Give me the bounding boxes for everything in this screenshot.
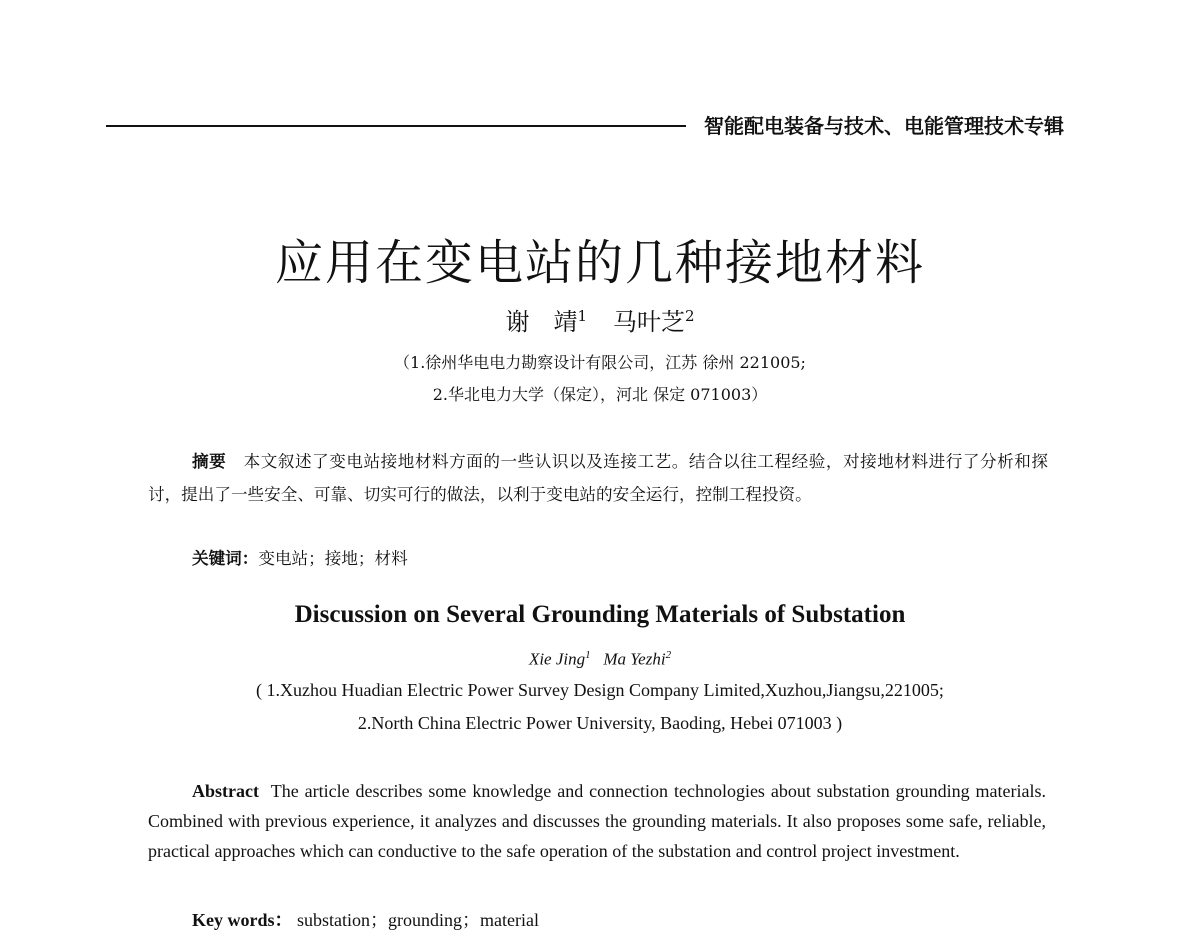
keywords-en-text: substation；grounding；material	[297, 910, 539, 930]
keywords-zh-label: 关键词：	[192, 548, 259, 568]
keywords-zh-text: 变电站；接地；材料	[258, 549, 408, 568]
abstract-zh	[148, 445, 1048, 511]
author-2-name: 马叶芝	[613, 308, 685, 336]
authors-zh	[0, 302, 1200, 337]
author-1-name: 谢 靖	[505, 308, 578, 336]
affiliation-en-1: ( 1.Xuzhou Huadian Electric Power Survey Design Company Limited,Xuzhou,Jiangsu,221005;	[256, 680, 944, 700]
abstract-zh-text: 本文叙述了变电站接地材料方面的一些认识以及连接工艺。结合以往工程经验，对接地材料进行了分析和探讨，提出了一些安全、可靠、切实可行的做法，以利于变电站的安全运行，控制工程投资。	[148, 452, 1048, 504]
journal-section-header: 智能配电装备与技术、电能管理技术专辑	[704, 114, 1064, 138]
affiliation-zh-1: （1.徐州华电电力勘察设计有限公司，江苏 徐州 221005;	[394, 353, 806, 372]
abstract-zh-label: 摘要	[192, 451, 227, 471]
author-1-affil-mark: 1	[577, 307, 587, 325]
author-1-name-en: Xie Jing	[528, 649, 586, 669]
keywords-zh	[192, 545, 408, 569]
affiliation-zh-2: 2.华北电力大学（保定），河北 保定 071003）	[432, 385, 768, 404]
author-2-name-en: Ma Yezhi	[603, 649, 666, 669]
author-2-affil-mark-en: 2	[665, 649, 672, 661]
keywords-en	[192, 906, 539, 932]
keywords-en-label: Key words：	[192, 910, 293, 930]
abstract-en	[148, 776, 1046, 866]
author-2-affil-mark: 2	[685, 307, 695, 325]
page-title: 应用在变电站的几种接地材料	[274, 235, 925, 291]
abstract-en-text: The article describes some knowledge and connection technologies about substation grounding materials. Combined with previous experience, it analyzes and discusses the grounding materials. It also proposes some safe, reliable, practical approaches which can conductive to the safe operation of the substation and control project investment.	[148, 781, 1047, 861]
abstract-en-label: Abstract	[192, 781, 259, 801]
header-rule	[106, 125, 686, 127]
author-1-affil-mark-en: 1	[585, 649, 591, 661]
authors-en	[0, 649, 1200, 670]
affiliation-en-2: 2.North China Electric Power University, Baoding, Hebei 071003 )	[357, 713, 843, 733]
english-title: Discussion on Several Grounding Materials of Substation	[294, 601, 906, 628]
